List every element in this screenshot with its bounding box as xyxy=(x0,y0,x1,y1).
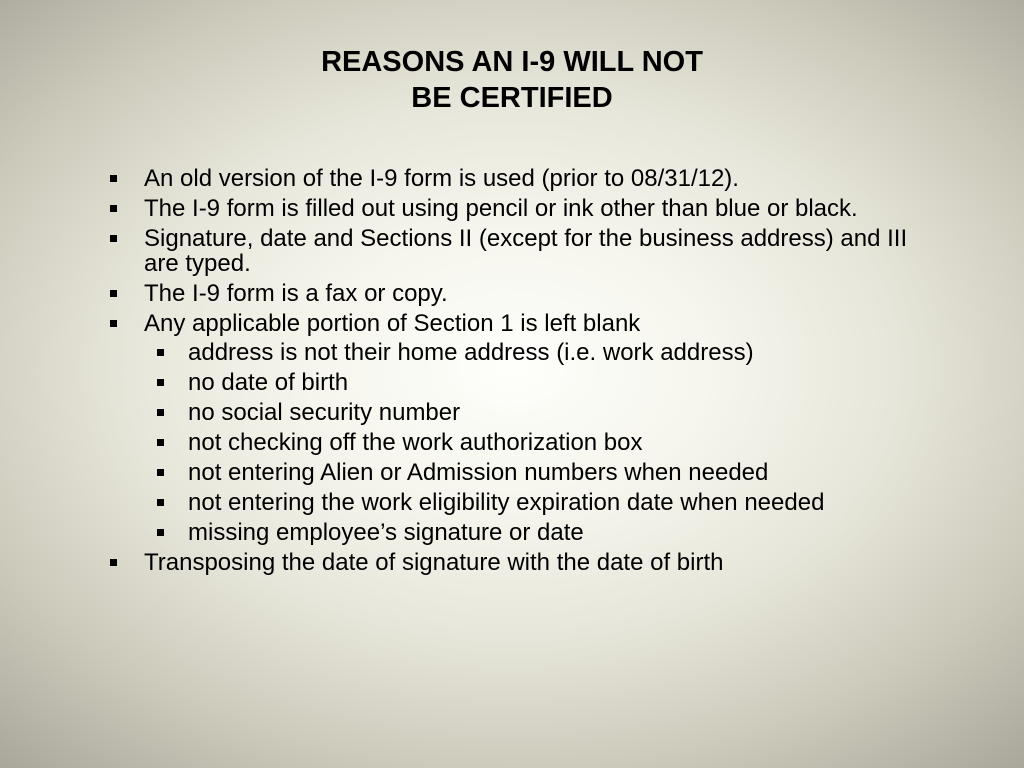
sub-bullet-list xyxy=(144,340,928,545)
bullet-text: The I-9 form is filled out using pencil or ink other than blue or black. xyxy=(144,195,858,222)
sub-bullet-text: missing employee’s signature or date xyxy=(188,519,584,546)
square-bullet-icon xyxy=(110,559,117,566)
sub-bullet-item xyxy=(144,400,928,425)
square-bullet-icon xyxy=(157,349,164,356)
square-bullet-icon xyxy=(157,439,164,446)
sub-bullet-text: no date of birth xyxy=(188,369,349,396)
square-bullet-icon xyxy=(157,529,164,536)
bullet-list xyxy=(108,166,928,580)
square-bullet-icon xyxy=(110,320,117,327)
bullet-item xyxy=(108,196,928,221)
square-bullet-icon xyxy=(110,235,117,242)
bullet-item xyxy=(108,311,928,545)
square-bullet-icon xyxy=(157,379,164,386)
square-bullet-icon xyxy=(157,469,164,476)
sub-bullet-text: address is not their home address (i.e. work address) xyxy=(188,339,754,366)
sub-bullet-item xyxy=(144,460,928,485)
square-bullet-icon xyxy=(110,205,117,212)
sub-bullet-text: not entering Alien or Admission numbers when needed xyxy=(188,459,769,486)
bullet-text: Transposing the date of signature with the date of birth xyxy=(144,549,724,576)
square-bullet-icon xyxy=(157,499,164,506)
sub-bullet-item xyxy=(144,490,928,515)
bullet-text: Any applicable portion of Section 1 is left blank xyxy=(144,310,641,337)
bullet-text: An old version of the I-9 form is used (prior to 08/31/12). xyxy=(144,165,739,192)
bullet-item xyxy=(108,226,928,276)
sub-bullet-item xyxy=(144,370,928,395)
title-line-1: REASONS AN I-9 WILL NOT xyxy=(321,46,703,78)
sub-bullet-item xyxy=(144,430,928,455)
square-bullet-icon xyxy=(110,290,117,297)
bullet-item xyxy=(108,281,928,306)
bullet-text: Signature, date and Sections II (except for the business address) and III are typed. xyxy=(144,225,908,277)
bullet-item xyxy=(108,166,928,191)
bullet-text: The I-9 form is a fax or copy. xyxy=(144,280,448,307)
square-bullet-icon xyxy=(110,175,117,182)
title-line-2: BE CERTIFIED xyxy=(411,82,613,114)
slide-title xyxy=(0,44,1024,116)
sub-bullet-text: not entering the work eligibility expiration date when needed xyxy=(188,489,825,516)
sub-bullet-item xyxy=(144,340,928,365)
sub-bullet-text: no social security number xyxy=(188,399,461,426)
sub-bullet-item xyxy=(144,520,928,545)
sub-bullet-text: not checking off the work authorization box xyxy=(188,429,643,456)
square-bullet-icon xyxy=(157,409,164,416)
bullet-item xyxy=(108,550,928,575)
